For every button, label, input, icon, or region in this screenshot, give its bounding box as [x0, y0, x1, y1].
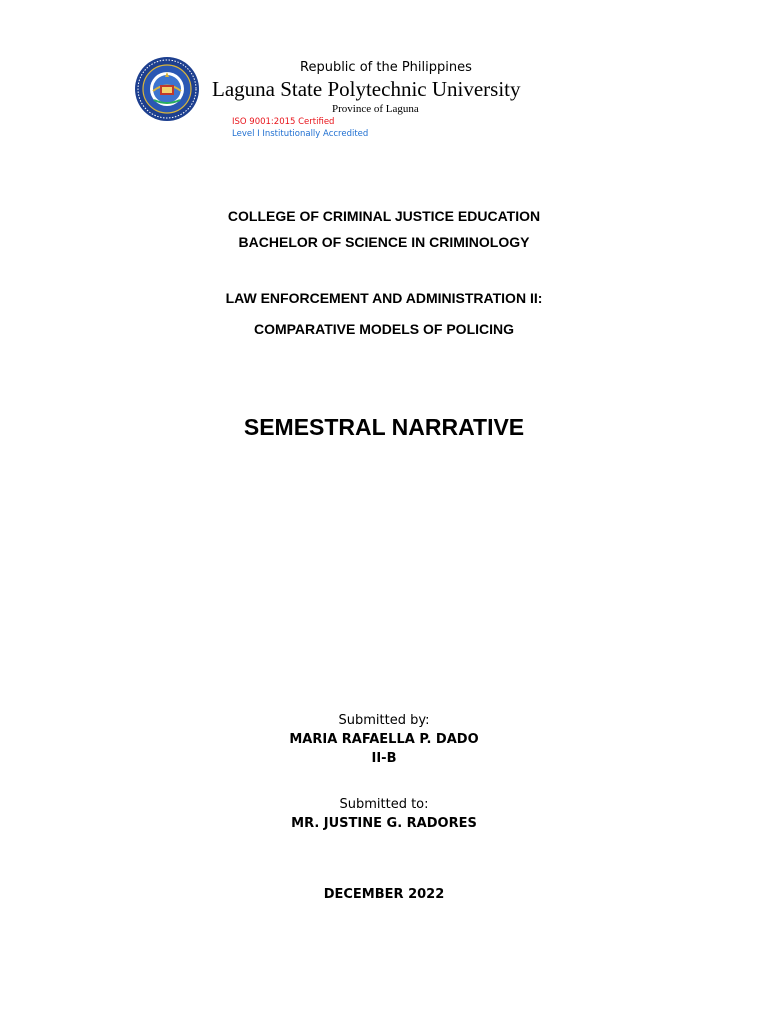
program-name: BACHELOR OF SCIENCE IN CRIMINOLOGY: [238, 234, 530, 250]
province-line: Province of Laguna: [332, 103, 419, 115]
university-seal-icon: [134, 56, 200, 122]
course-title-line2: COMPARATIVE MODELS OF POLICING: [253, 321, 515, 337]
document-title: SEMESTRAL NARRATIVE: [243, 414, 525, 440]
university-name: Laguna State Polytechnic University: [212, 77, 521, 101]
course-title-line1: LAW ENFORCEMENT AND ADMINISTRATION II:: [225, 290, 543, 306]
republic-line: Republic of the Philippines: [300, 60, 472, 75]
instructor-name: MR. JUSTINE G. RADORES: [291, 816, 477, 831]
iso-certification: ISO 9001:2015 Certified: [232, 117, 335, 127]
college-name: COLLEGE OF CRIMINAL JUSTICE EDUCATION: [227, 208, 541, 224]
submission-date: DECEMBER 2022: [323, 887, 445, 902]
student-section: II-B: [371, 751, 397, 766]
submitted-to-label: Submitted to:: [339, 797, 429, 812]
accreditation-line: Level I Institutionally Accredited: [232, 129, 369, 139]
submitted-by-label: Submitted by:: [338, 713, 430, 728]
student-name: MARIA RAFAELLA P. DADO: [289, 732, 479, 747]
